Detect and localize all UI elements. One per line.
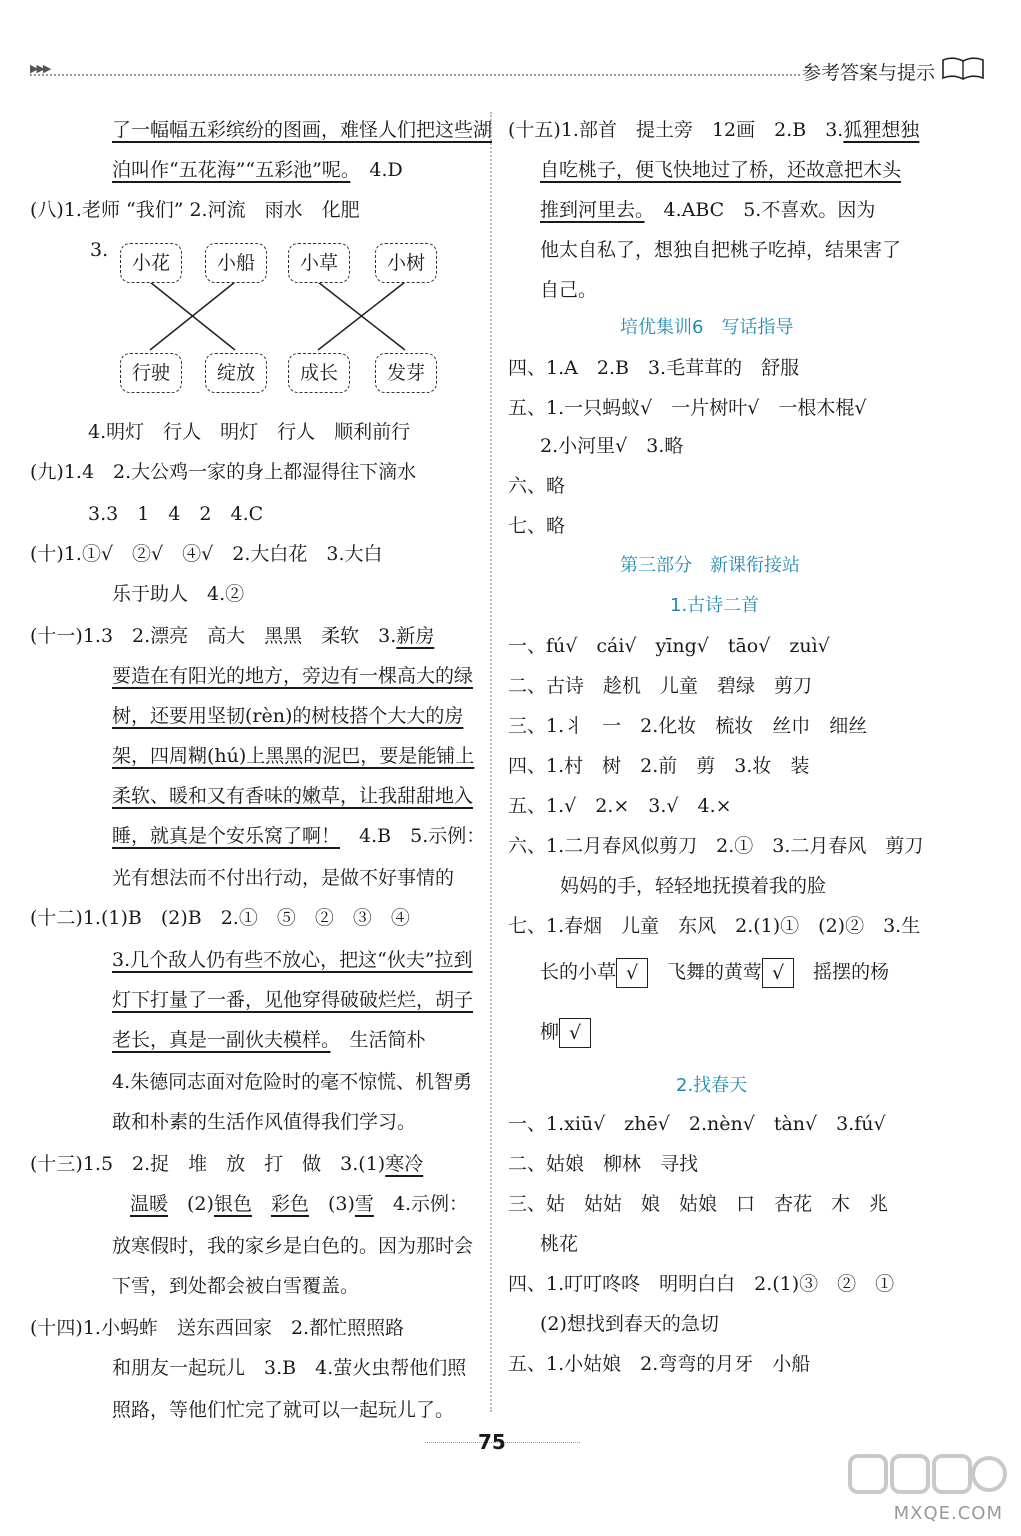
answer-line: (十)1.①√ ②√ ④√ 2.大白花 3.大白 [30,543,383,565]
answer-line [30,1150,423,1178]
match-word-box: 成长 [288,353,350,393]
answer-line: (十四)1.小蚂蚱 送东西回家 2.都忙照照路 [30,1317,405,1339]
answer-text: 4.D [369,159,403,181]
answer-line: 三、1.丬 一 2.化妆 梳妆 丝巾 细丝 [508,715,868,737]
answer-line: (十二)1.(1)B (2)B 2.① ⑤ ② ③ ④ [30,907,410,929]
answer-text: 狐狸想独 [843,119,920,141]
page-number: 75 [478,1430,506,1454]
answer-line: 三、姑 姑姑 娘 姑娘 口 杏花 木 兆 [508,1193,889,1215]
answer-line: 了一幅幅五彩缤纷的图画，难怪人们把这些湖 [112,119,493,141]
answer-line: 树，还要用坚韧(rèn)的树枝搭个大大的房 [112,705,464,727]
answer-line: 七、略 [508,515,566,537]
watermark-text: MXQE.COM [893,1503,1003,1524]
answer-line: 3.几个敌人仍有些不放心，把这“伙夫”拉到 [112,949,473,971]
answer-line [112,1026,426,1054]
answer-text: (十三)1.5 2.捉 堆 放 打 做 3.(1) [30,1153,386,1175]
answer-text: 温暖 [130,1193,169,1215]
match-word-box: 小草 [288,243,350,283]
answer-line: 七、1.春烟 儿童 东风 2.(1)① (2)② 3.生 [508,915,921,937]
answer-line: 六、1.二月春风似剪刀 2.① 3.二月春风 剪刀 [508,835,924,857]
subsection-heading: 2.找春天 [676,1075,748,1096]
answer-line: 二、古诗 趁机 儿童 碧绿 剪刀 [508,675,813,697]
answer-line: 他太自私了，想独自把桃子吃掉，结果害了 [540,239,902,261]
column-divider [490,112,492,1412]
check-box: √ [616,958,648,988]
answer-line: (九)1.4 2.大公鸡一家的身上都湿得往下滴水 [30,461,417,483]
answer-line: 桃花 [540,1233,579,1255]
answer-line [112,822,485,850]
answer-text: 推到河里去。 [540,199,645,221]
answer-line [540,958,889,988]
answer-text: 生活简朴 [330,1029,426,1051]
answer-line: 照路，等他们忙完了就可以一起玩儿了。 [112,1399,455,1421]
answer-text: 4.示例： [373,1193,469,1215]
answer-line: 五、1.一只蚂蚁√ 一片树叶√ 一根木棍√ [508,397,867,419]
answer-line: 灯下打量了一番，见他穿得破破烂烂，胡子 [112,989,474,1011]
subsection-heading: 1.古诗二首 [670,595,760,616]
check-box: √ [559,1018,591,1048]
answer-text: 4.ABC 5.不喜欢。因为 [644,199,876,221]
match-word-box: 绽放 [205,353,267,393]
answer-line: 2.小河里√ 3.略 [540,435,684,457]
answer-text: 睡，就真是个安乐窝了啊！ [112,825,341,847]
answer-text: 长的小草 [540,961,617,983]
answer-text [252,1193,271,1215]
arrow-decoration: ▶▶▶ [30,62,50,75]
answer-text: 彩色 [270,1193,309,1215]
answer-line: 要造在有阳光的地方，旁边有一棵高大的绿 [112,665,474,687]
answer-text: 飞舞的黄莺 [667,961,763,983]
answer-line: 光有想法而不付出行动，是做不好事情的 [112,867,455,889]
answer-line: 自己。 [540,279,598,301]
page-header [30,56,985,86]
answer-text: (2) [168,1193,214,1215]
answer-line: 四、1.A 2.B 3.毛茸茸的 舒服 [508,357,800,379]
answer-line: 一、1.xiū√ zhē√ 2.nèn√ tàn√ 3.fú√ [508,1113,886,1135]
answer-line: (2)想找到春天的急切 [540,1313,719,1335]
answer-text: 泊叫作“五花海”“五彩池”呢。 [112,159,351,181]
answer-line: 4.明灯 行人 明灯 行人 顺利前行 [88,421,411,443]
match-word-box: 小船 [205,243,267,283]
answer-line: 和朋友一起玩儿 3.B 4.萤火虫帮他们照 [112,1357,467,1379]
answer-line [540,1018,591,1048]
answer-line: 乐于助人 4.② [112,583,245,605]
answer-line: 四、1.叮叮咚咚 明明白白 2.(1)③ ② ① [508,1273,895,1295]
check-box: √ [762,958,794,988]
answer-line: 3.3 1 4 2 4.C [88,503,264,525]
answer-line: 一、fú√ cái√ yīng√ tāo√ zuì√ [508,635,830,657]
section-heading: 培优集训6 写话指导 [620,317,794,338]
answer-line: 放寒假时，我的家乡是白色的。因为那时会 [112,1235,474,1257]
match-word-box: 小花 [120,243,182,283]
question-number: 3. [90,239,109,261]
header-dotted-line [30,74,800,76]
answer-text: (十一)1.3 2.漂亮 高大 黑黑 柔软 3. [30,625,397,647]
answer-line [508,116,919,144]
answer-line: 四、1.村 树 2.前 剪 3.妆 装 [508,755,810,777]
answer-line: 架，四周糊(hú)上黑黑的泥巴，要是能铺上 [112,745,475,767]
answer-text: 摇摆的杨 [813,961,890,983]
answer-line: 4.朱德同志面对危险时的毫不惊慌、机智勇 [112,1071,473,1093]
answer-text: 银色 [213,1193,252,1215]
answer-line [130,1190,468,1218]
match-word-box: 行驶 [120,353,182,393]
section-heading: 第三部分 新课衔接站 [620,555,800,576]
answer-text: (3) [308,1193,355,1215]
answer-text: (十五)1.部首 提土旁 12画 2.B 3. [508,119,844,141]
answer-line [30,622,434,650]
answer-line: 二、姑娘 柳林 寻找 [508,1153,699,1175]
answer-line: 下雪，到处都会被白雪覆盖。 [112,1275,360,1297]
answer-text: 4.B 5.示例： [340,825,486,847]
match-word-box: 小树 [375,243,437,283]
answer-line: 五、1.小姑娘 2.弯弯的月牙 小船 [508,1353,811,1375]
answer-line: 五、1.√ 2.× 3.√ 4.× [508,795,732,817]
answer-text: 雪 [354,1193,374,1215]
answer-line: 妈妈的手，轻轻地抚摸着我的脸 [560,875,827,897]
header-title: 参考答案与提示 [801,62,935,84]
answer-text: 寒冷 [385,1153,424,1175]
answer-text: 柳 [540,1021,560,1043]
answer-line: 柔软、暖和又有香味的嫩草，让我甜甜地入 [112,785,474,807]
answer-line: 六、略 [508,475,566,497]
match-word-box: 发芽 [375,353,437,393]
answer-line: 自吃桃子，便飞快地过了桥，还故意把木头 [540,159,902,181]
answer-text: 老长，真是一副伙夫模样。 [112,1029,331,1051]
answer-line [540,196,875,224]
book-icon [941,56,985,82]
answer-line: 敢和朴素的生活作风值得我们学习。 [112,1111,417,1133]
answer-text: 新房 [396,625,435,647]
answer-line: (八)1.老师 “我们” 2.河流 雨水 化肥 [30,199,360,221]
